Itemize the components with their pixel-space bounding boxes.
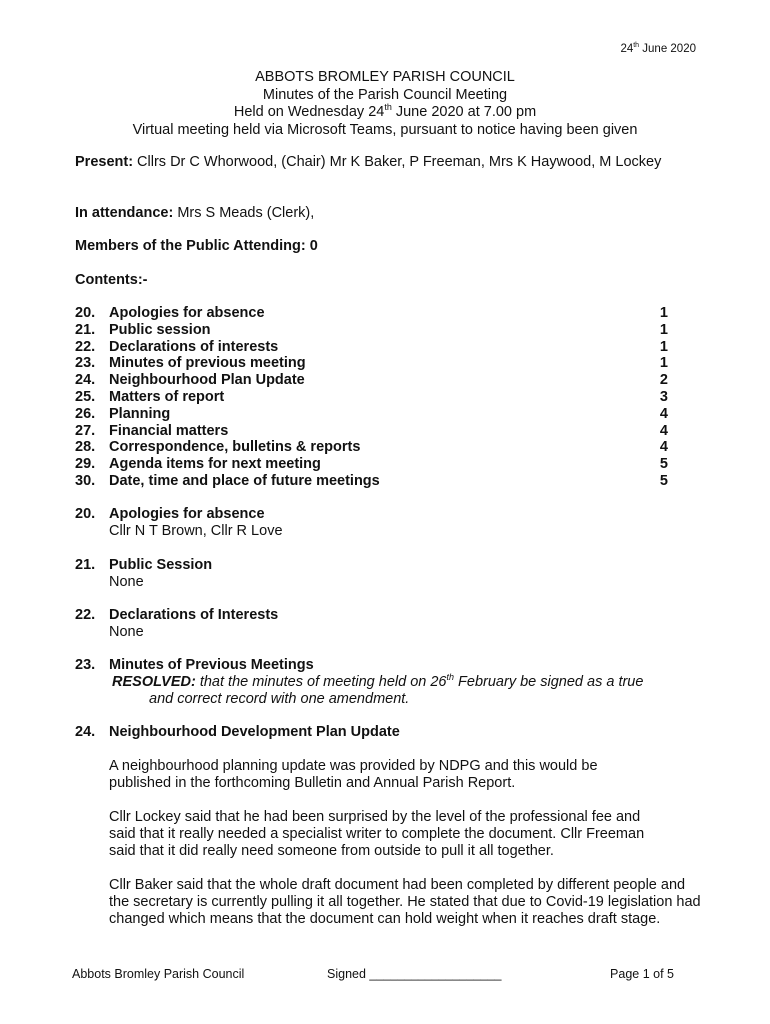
section-title: Public Session <box>109 557 213 573</box>
public-attending: Members of the Public Attending: 0 <box>75 238 318 254</box>
contents-item-page: 1 <box>659 355 668 372</box>
contents-item-title: Correspondence, bulletins & reports <box>109 439 361 456</box>
contents-label: Contents:- <box>75 272 148 288</box>
contents-item-title: Financial matters <box>109 422 229 439</box>
contents-item-title: Agenda items for next meeting <box>109 456 321 473</box>
contents-item-number: 21. <box>75 321 96 338</box>
contents-item <box>75 423 675 440</box>
paragraph: Cllr Baker said that the whole draft document had been completed by different people and the secretary is currently pulling it all together. He stated that due to Covid-19 legislation had changed which means that the document can hold weight when it reaches draft stage. <box>109 877 701 927</box>
meeting-held-line: Held on Wednesday 24th June 2020 at 7.00 pm <box>233 102 537 120</box>
section-text: Cllr N T Brown, Cllr R Love <box>109 523 283 539</box>
contents-item-title: Declarations of interests <box>109 338 279 355</box>
section-apologies: 20. Apologies for absence Cllr N T Brown, Cllr R Love <box>75 506 705 540</box>
section-title: Neighbourhood Development Plan Update <box>109 724 400 740</box>
contents-item-title: Apologies for absence <box>109 305 265 321</box>
contents-item-page: 4 <box>659 439 668 456</box>
contents-item-page: 3 <box>659 388 668 405</box>
contents-item-page: 1 <box>659 338 668 355</box>
contents-item <box>75 322 675 339</box>
contents-item <box>75 473 675 490</box>
contents-item-page: 5 <box>659 456 668 473</box>
footer-signature-line: Signed ___________________ <box>327 967 502 981</box>
contents-item-title: Public session <box>109 321 211 338</box>
contents-item <box>75 439 675 456</box>
contents-item-title: Matters of report <box>109 388 225 405</box>
section-neighbourhood-plan: 24. Neighbourhood Development Plan Update A neighbourhood planning update was provided by NDPG and this would be published in the forthcoming Bulletin and Annual Parish Report. Cllr Lockey said that he had been surprised by the level of the professional fee and said that it really needed a specialist writer to complete the document. Cllr Freeman said that it did really need someone from outside to pull it all together. Cllr Baker said that the whole draft document had been completed by different people and the secretary is currently pulling it all together. He stated that due to Covid-19 legislation had changed which means that the document can hold weight when it reaches draft stage. <box>75 724 701 927</box>
contents-item-number: 26. <box>75 405 96 422</box>
contents-item-page: 1 <box>659 321 668 338</box>
contents-item <box>75 456 675 473</box>
footer-page-number: Page 1 of 5 <box>610 967 674 981</box>
section-public-session: 21. Public Session None <box>75 557 705 591</box>
contents-list <box>75 305 675 490</box>
footer-council: Abbots Bromley Parish Council <box>72 967 245 981</box>
resolution-text: RESOLVED: that the minutes of meeting held on 26th February be signed as a true and correct record with one amendment. <box>112 672 644 707</box>
document-heading <box>0 69 770 139</box>
contents-item <box>75 355 675 372</box>
section-title: Declarations of Interests <box>109 607 279 623</box>
contents-item-page: 1 <box>659 305 668 321</box>
contents-item-number: 30. <box>75 472 96 489</box>
contents-item <box>75 372 675 389</box>
meeting-date: 24th June 2020 <box>620 42 696 55</box>
document-subtitle: Minutes of the Parish Council Meeting <box>262 86 508 103</box>
contents-item-page: 4 <box>659 422 668 439</box>
contents-item-page: 4 <box>659 405 668 422</box>
contents-item-page: 2 <box>659 372 668 389</box>
contents-item-title: Planning <box>109 405 171 422</box>
contents-item-number: 29. <box>75 456 96 473</box>
contents-item-number: 22. <box>75 338 96 355</box>
contents-item <box>75 339 675 356</box>
section-title: Apologies for absence <box>109 506 265 522</box>
council-name: ABBOTS BROMLEY PARISH COUNCIL <box>255 69 515 85</box>
contents-item-title: Minutes of previous meeting <box>109 355 306 372</box>
contents-item-number: 20. <box>75 305 96 321</box>
contents-item-number: 25. <box>75 388 96 405</box>
contents-item-number: 23. <box>75 355 96 372</box>
contents-item-title: Date, time and place of future meetings <box>109 472 380 489</box>
section-text: None <box>109 574 144 590</box>
virtual-meeting-note: Virtual meeting held via Microsoft Teams, pursuant to notice having been given <box>132 121 638 138</box>
contents-item-title: Neighbourhood Plan Update <box>109 372 305 389</box>
section-text: None <box>109 624 144 640</box>
paragraph: Cllr Lockey said that he had been surprised by the level of the professional fee and said that it really needed a specialist writer to complete the document. Cllr Freeman said that it did really need someone from outside to pull it all together. <box>109 809 645 859</box>
in-attendance: In attendance: Mrs S Meads (Clerk), <box>75 205 315 221</box>
paragraph: A neighbourhood planning update was provided by NDPG and this would be published in the forthcoming Bulletin and Annual Parish Report. <box>109 758 598 791</box>
contents-item <box>75 305 675 322</box>
section-declarations: 22. Declarations of Interests None <box>75 607 705 641</box>
contents-item-number: 28. <box>75 439 96 456</box>
contents-item-page: 5 <box>659 472 668 489</box>
present-list: Present: Cllrs Dr C Whorwood, (Chair) Mr K Baker, P Freeman, Mrs K Haywood, M Lockey <box>75 154 662 170</box>
section-title: Minutes of Previous Meetings <box>109 657 314 673</box>
contents-item-number: 24. <box>75 372 96 389</box>
contents-item <box>75 389 675 406</box>
contents-item-number: 27. <box>75 422 96 439</box>
section-previous-minutes: 23. Minutes of Previous Meetings RESOLVED: that the minutes of meeting held on 26th February be signed as a true and correct record with one amendment. <box>75 657 705 708</box>
contents-item <box>75 406 675 423</box>
